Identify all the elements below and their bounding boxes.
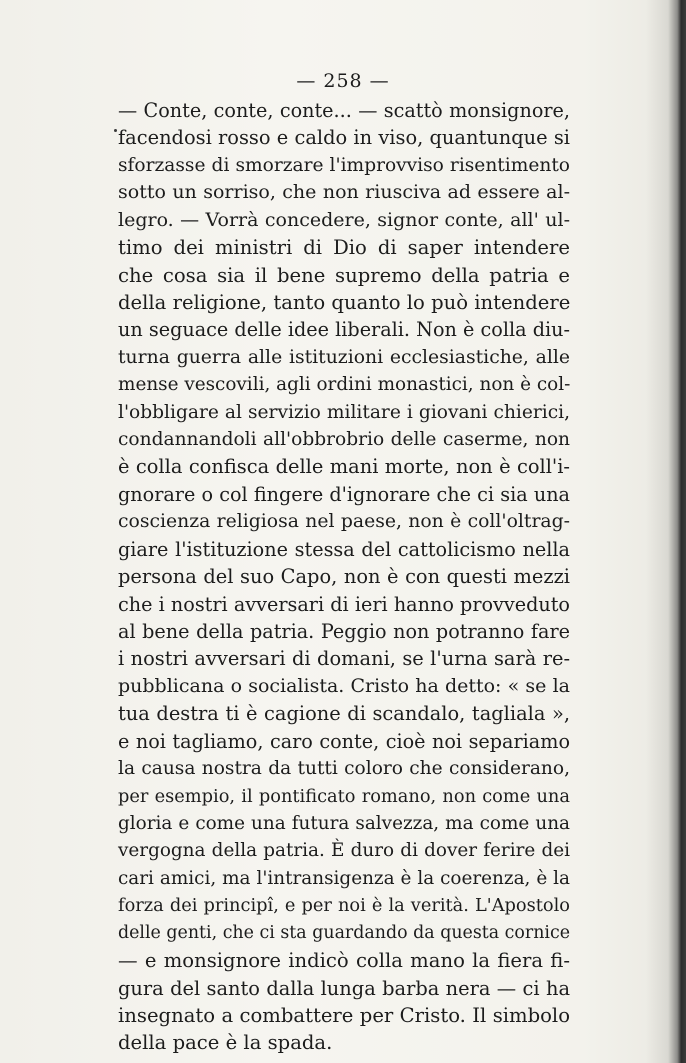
page-number: — 258 — bbox=[296, 70, 390, 92]
text-line: sotto un sorriso, che non riusciva ad essere al- bbox=[118, 181, 570, 204]
text-line: forza dei principî, e per noi è la verità. L'Apostolo bbox=[118, 895, 570, 917]
text-line: che i nostri avversari di ieri hanno provveduto bbox=[118, 592, 570, 616]
text-line-last: della pace è la spada. bbox=[118, 1031, 333, 1055]
text-line: turna guerra alle istituzioni ecclesiastiche, alle bbox=[118, 346, 570, 368]
text-line: timo dei ministri di Dio di saper intendere bbox=[118, 236, 570, 260]
text-line: mense vescovili, agli ordini monastici, non è col- bbox=[118, 374, 571, 396]
text-line: gloria e come una futura salvezza, ma come una bbox=[118, 812, 570, 834]
text-line: la causa nostra da tutti coloro che considerano, bbox=[118, 758, 570, 780]
text-line: tua destra ti è cagione di scandalo, tagliala », bbox=[118, 702, 570, 726]
text-line: e noi tagliamo, caro conte, cioè noi separiamo bbox=[118, 729, 570, 753]
text-line: delle genti, che ci sta guardando da questa cornice bbox=[118, 922, 570, 943]
text-line: cari amici, ma l'intransigenza è la coerenza, è la bbox=[118, 867, 570, 889]
text-line: condannandoli all'obbrobrio delle caserme, non bbox=[118, 429, 570, 451]
text-line: pubblicana o socialista. Cristo ha detto: « se la bbox=[118, 674, 570, 697]
text-line: un seguace delle idee liberali. Non è colla diu- bbox=[118, 318, 570, 342]
text-line: che cosa sia il bene supremo della patria e bbox=[118, 263, 570, 287]
text-line: vergogna della patria. È duro di dover ferire dei bbox=[118, 840, 570, 862]
text-line: al bene della patria. Peggio non potranno fare bbox=[118, 620, 570, 644]
text-line: — Conte, conte, conte... — scattò monsignore, bbox=[118, 99, 570, 122]
text-line: per esempio, il pontificato romano, non come una bbox=[118, 785, 570, 807]
text-line: della religione, tanto quanto lo può intendere bbox=[118, 290, 571, 314]
text-line: giare l'istituzione stessa del cattolicismo nella bbox=[118, 537, 570, 561]
text-line: legro. — Vorrà concedere, signor conte, all' ul- bbox=[118, 208, 570, 231]
text-line: è colla confisca delle mani morte, non è coll'i- bbox=[118, 455, 570, 479]
text-line: gnorare o col fingere d'ignorare che ci sia una bbox=[118, 482, 570, 506]
margin-speck bbox=[114, 129, 117, 132]
text-line: coscienza religiosa nel paese, non è coll'oltrag- bbox=[118, 511, 570, 533]
text-line: sforzasse di smorzare l'improvviso risentimento bbox=[118, 154, 570, 176]
text-line: facendosi rosso e caldo in viso, quantunque si bbox=[118, 126, 570, 150]
binding-edge-shadow bbox=[646, 0, 686, 1063]
text-line: persona del suo Capo, non è con questi mezzi bbox=[118, 565, 570, 589]
body-text bbox=[118, 97, 570, 1057]
text-line: — e monsignore indicò colla mano la fiera fi- bbox=[118, 949, 570, 973]
text-line: insegnato a combattere per Cristo. Il simbolo bbox=[118, 1003, 570, 1027]
text-line: i nostri avversari di domani, se l'urna sarà re- bbox=[118, 647, 570, 671]
text-line: gura del santo dalla lunga barba nera — ci ha bbox=[118, 976, 570, 1000]
text-line: l'obbligare al servizio militare i giovani chierici, bbox=[118, 401, 570, 423]
